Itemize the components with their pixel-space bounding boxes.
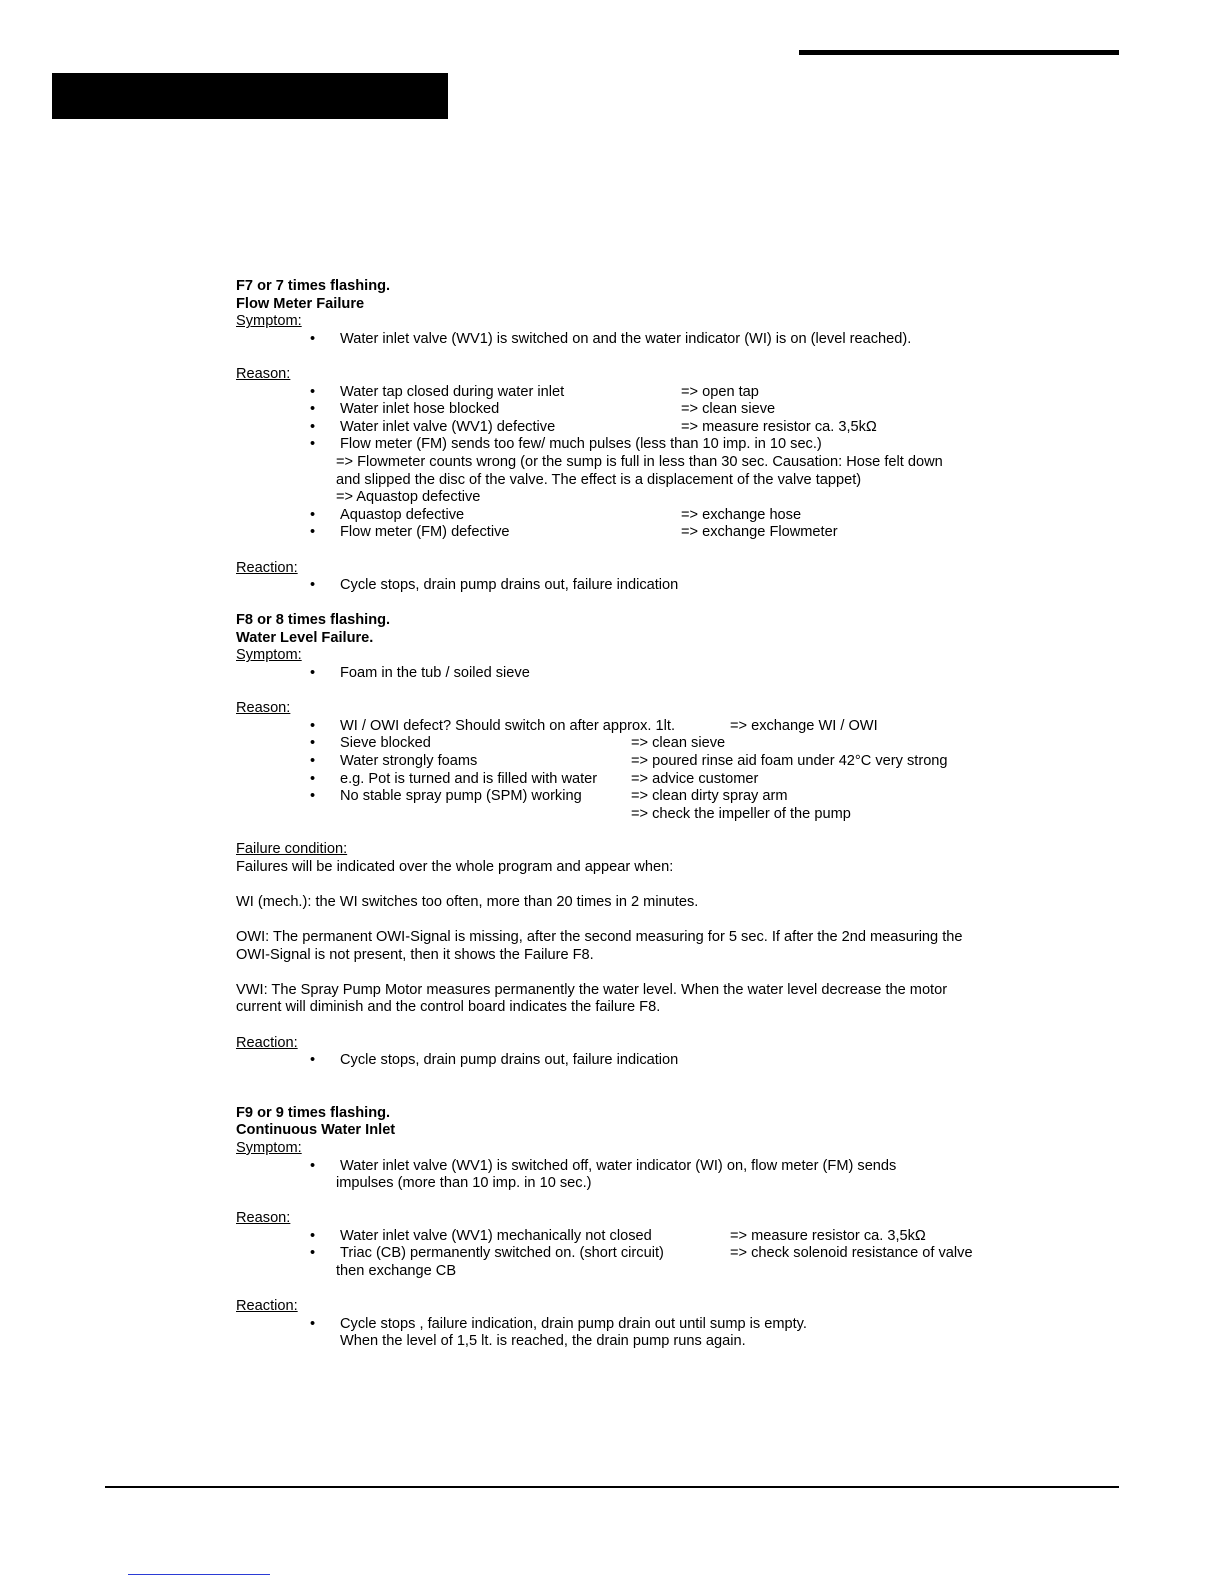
reaction-text: Cycle stops, drain pump drains out, failure indication xyxy=(340,577,679,594)
bullet-icon: • xyxy=(310,1245,316,1262)
f9-title: Continuous Water Inlet xyxy=(236,1122,396,1139)
wi-text: WI (mech.): the WI switches too often, more than 20 times in 2 minutes. xyxy=(236,893,699,910)
list-item xyxy=(236,1158,996,1176)
list-item xyxy=(236,384,996,402)
vwi-text: VWI: The Spray Pump Motor measures permanently the water level. When the water level decrease the motor current will diminish and the control board indicates the failure F8. xyxy=(236,981,948,1016)
f7-symptom-label: Symptom: xyxy=(236,313,302,330)
bullet-icon: • xyxy=(310,577,316,594)
list-item xyxy=(236,577,996,595)
reason-action: => poured rinse aid foam under 42°C very strong xyxy=(631,753,948,770)
reason-text: Sieve blocked xyxy=(340,735,431,752)
f7-reason-label: Reason: xyxy=(236,365,291,382)
bullet-icon: • xyxy=(310,401,316,418)
header-rule xyxy=(799,50,1119,55)
reason-action: => exchange WI / OWI xyxy=(730,717,878,734)
reason-text: No stable spray pump (SPM) working xyxy=(340,788,582,805)
bullet-icon: • xyxy=(310,735,316,752)
list-item xyxy=(236,507,996,525)
list-item xyxy=(236,718,996,736)
bullet-icon: • xyxy=(310,788,316,805)
f7-code: F7 or 7 times flashing. xyxy=(236,278,391,294)
reason-text: Water tap closed during water inlet xyxy=(340,383,565,400)
document-body xyxy=(236,278,996,1351)
f8-reaction-label: Reaction: xyxy=(236,1034,298,1051)
f7-reaction-label: Reaction: xyxy=(236,559,298,576)
reason-text: e.g. Pot is turned and is filled with water xyxy=(340,770,598,787)
reason-action: => open tap xyxy=(681,383,759,400)
footer-rule xyxy=(105,1486,1119,1488)
list-item xyxy=(236,753,996,771)
reaction-text: Cycle stops , failure indication, drain pump drain out until sump is empty. xyxy=(340,1315,807,1332)
f9-code: F9 or 9 times flashing. xyxy=(236,1104,391,1121)
f8-title: Water Level Failure. xyxy=(236,629,374,646)
list-item xyxy=(236,1245,996,1263)
reason-text: Water strongly foams xyxy=(340,753,478,770)
reason-text: Water inlet valve (WV1) defective xyxy=(340,418,556,435)
f9-reaction-label: Reaction: xyxy=(236,1298,298,1315)
f8-symptom-label: Symptom: xyxy=(236,647,302,664)
f7-title: Flow Meter Failure xyxy=(236,295,365,312)
bullet-icon: • xyxy=(310,1157,316,1174)
f9-reason-cont: then exchange CB xyxy=(336,1263,457,1280)
f8-symptom-text: Foam in the tub / soiled sieve xyxy=(340,665,530,682)
bullet-icon: • xyxy=(310,665,316,682)
failure-condition-label: Failure condition: xyxy=(236,841,348,857)
reaction-cont: When the level of 1,5 lt. is reached, the drain pump runs again. xyxy=(340,1333,746,1350)
reason-action: => clean sieve xyxy=(681,401,776,418)
reason-action: => measure resistor ca. 3,5kΩ xyxy=(681,418,877,435)
f9-symptom-cont: impulses (more than 10 imp. in 10 sec.) xyxy=(336,1175,592,1192)
footer-link-underline[interactable] xyxy=(128,1574,270,1575)
list-item xyxy=(236,1228,996,1246)
list-item xyxy=(236,401,996,419)
bullet-icon: • xyxy=(310,436,316,453)
reason-text: Flow meter (FM) sends too few/ much pulses (less than 10 imp. in 10 sec.) xyxy=(340,436,822,453)
list-item xyxy=(236,735,996,753)
f8-code: F8 or 8 times flashing. xyxy=(236,612,391,629)
list-item xyxy=(236,788,996,806)
bullet-icon: • xyxy=(310,506,316,523)
bullet-icon: • xyxy=(310,330,316,347)
reason-action-extra: => check the impeller of the pump xyxy=(631,805,851,822)
bullet-icon: • xyxy=(310,1315,316,1332)
f7-symptom-text: Water inlet valve (WV1) is switched on and the water indicator (WI) is on (level reached). xyxy=(340,330,912,347)
reason-action: => exchange hose xyxy=(681,506,802,523)
list-item xyxy=(236,1052,996,1070)
bullet-icon: • xyxy=(310,1227,316,1244)
bullet-icon: • xyxy=(310,524,316,541)
f9-reason-label: Reason: xyxy=(236,1210,291,1227)
reason-action: => check solenoid resistance of valve xyxy=(730,1245,973,1262)
reaction-text: Cycle stops, drain pump drains out, failure indication xyxy=(340,1052,679,1069)
reason-text: Water inlet valve (WV1) mechanically not closed xyxy=(340,1227,652,1244)
bullet-icon: • xyxy=(310,418,316,435)
flow-note: and slipped the disc of the valve. The effect is a displacement of the valve tappet) xyxy=(336,471,862,488)
section-title-bar xyxy=(52,73,448,119)
reason-text: Aquastop defective xyxy=(340,506,465,523)
reason-action: => clean dirty spray arm xyxy=(631,788,788,805)
flow-note: => Aquastop defective xyxy=(336,489,481,506)
reason-action: => advice customer xyxy=(631,770,759,787)
reason-text: Water inlet hose blocked xyxy=(340,401,500,418)
list-item xyxy=(236,419,996,437)
bullet-icon: • xyxy=(310,753,316,770)
reason-action: => clean sieve xyxy=(631,735,726,752)
list-item xyxy=(236,524,996,542)
bullet-icon: • xyxy=(310,770,316,787)
reason-text: Triac (CB) permanently switched on. (short circuit) xyxy=(340,1245,664,1262)
list-item xyxy=(236,436,996,454)
failure-intro: Failures will be indicated over the whole program and appear when: xyxy=(236,858,674,875)
flow-note: => Flowmeter counts wrong (or the sump is full in less than 30 sec. Causation: Hose felt down xyxy=(336,453,943,470)
f8-reason-label: Reason: xyxy=(236,700,291,717)
bullet-icon: • xyxy=(310,717,316,734)
reason-text: WI / OWI defect? Should switch on after approx. 1lt. xyxy=(340,717,675,734)
list-item xyxy=(236,665,996,683)
f9-symptom-text: Water inlet valve (WV1) is switched off, water indicator (WI) on, flow meter (FM) sends xyxy=(340,1157,897,1174)
bullet-icon: • xyxy=(310,383,316,400)
owi-text: OWI: The permanent OWI-Signal is missing, after the second measuring for 5 sec. If after the 2nd measuring the OWI-Signal is not present, then it shows the Failure F8. xyxy=(236,928,963,963)
reason-action: => exchange Flowmeter xyxy=(681,524,838,541)
reason-text: Flow meter (FM) defective xyxy=(340,524,510,541)
reason-action: => measure resistor ca. 3,5kΩ xyxy=(730,1227,926,1244)
list-item xyxy=(236,1316,996,1334)
list-item xyxy=(236,331,996,349)
list-item xyxy=(236,771,996,789)
f9-symptom-label: Symptom: xyxy=(236,1139,302,1156)
bullet-icon: • xyxy=(310,1052,316,1069)
